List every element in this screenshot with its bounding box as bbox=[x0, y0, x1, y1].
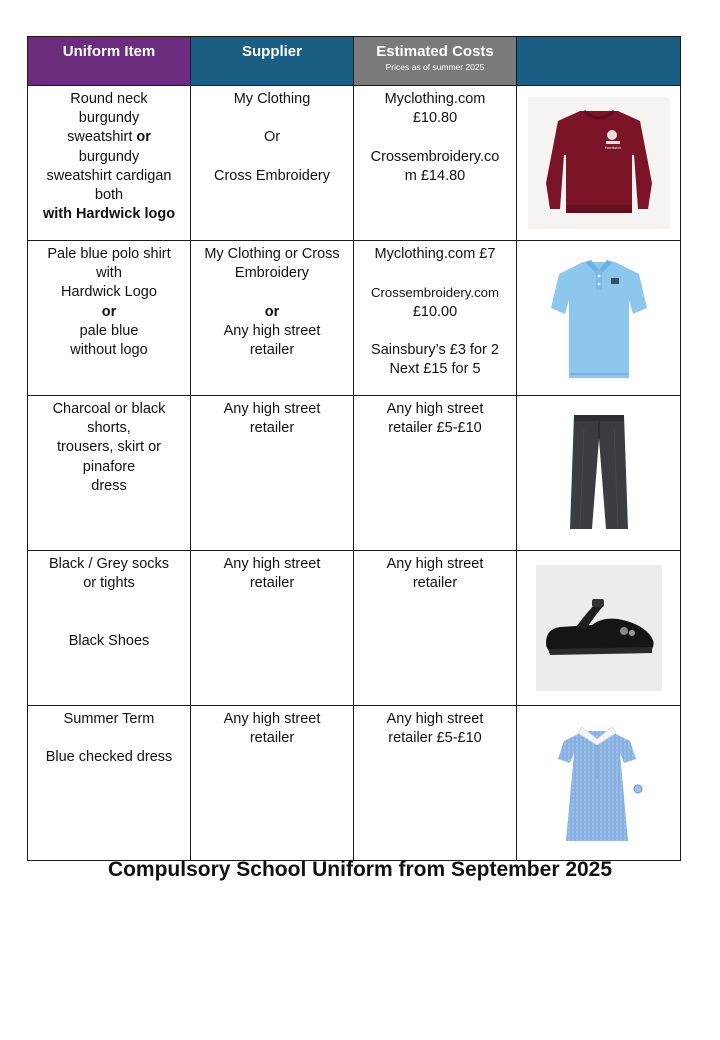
item-line bbox=[28, 593, 190, 612]
item-line: Black / Grey socks bbox=[48, 556, 170, 572]
cell-supplier bbox=[191, 396, 354, 551]
item-line: Black Shoes bbox=[68, 632, 150, 649]
cost-line: Any high street bbox=[386, 401, 484, 417]
cost-line: m £14.80 bbox=[404, 167, 466, 184]
supplier-line bbox=[191, 148, 353, 167]
item-line: with bbox=[96, 265, 122, 282]
item-line: both bbox=[94, 187, 124, 204]
cell-image bbox=[517, 241, 681, 396]
table-row bbox=[28, 86, 681, 241]
item-text: sweatshirt bbox=[67, 129, 133, 146]
table-row bbox=[28, 551, 681, 706]
supplier-line: Cross Embroidery bbox=[213, 167, 331, 184]
item-line bbox=[28, 729, 190, 748]
cell-supplier bbox=[191, 706, 354, 861]
cell-image bbox=[517, 706, 681, 861]
cost-line: Any high street bbox=[386, 556, 484, 572]
cost-line: Any high street bbox=[386, 711, 484, 727]
supplier-line: Any high street bbox=[223, 322, 321, 339]
table-row bbox=[28, 241, 681, 396]
supplier-line: Any high street bbox=[223, 401, 321, 417]
item-line: pinafore bbox=[82, 458, 136, 475]
logo-text: Hardwick bbox=[604, 145, 621, 150]
supplier-line: retailer bbox=[249, 575, 295, 592]
item-line bbox=[28, 613, 190, 632]
item-line: Summer Term bbox=[63, 711, 155, 727]
cell-uniform-item bbox=[28, 706, 191, 861]
trousers-icon bbox=[564, 409, 634, 537]
cell-supplier bbox=[191, 551, 354, 706]
cost-line: Myclothing.com bbox=[384, 91, 486, 107]
item-line: pale blue bbox=[79, 322, 139, 339]
cell-uniform-item bbox=[28, 396, 191, 551]
cell-estimated-cost bbox=[354, 396, 517, 551]
item-line: without logo bbox=[70, 342, 148, 359]
cost-line: Next £15 for 5 bbox=[389, 361, 481, 378]
checked-dress-icon bbox=[554, 717, 644, 849]
cell-uniform-item bbox=[28, 241, 191, 396]
header-estimated-costs bbox=[354, 37, 517, 86]
supplier-line: Or bbox=[263, 129, 281, 146]
table-header-row bbox=[28, 37, 681, 86]
cell-image bbox=[517, 551, 681, 706]
supplier-line-bold: or bbox=[264, 303, 280, 320]
polo-shirt-icon bbox=[549, 252, 649, 384]
cost-line: £10.80 bbox=[412, 110, 458, 127]
item-line: trousers, skirt or bbox=[57, 439, 161, 456]
item-line-inline bbox=[28, 128, 190, 147]
header-supplier: Supplier bbox=[191, 37, 354, 86]
burgundy-sweatshirt-icon bbox=[528, 97, 670, 229]
cost-line: Myclothing.com £7 bbox=[374, 246, 496, 262]
cost-line: Crossembroidery.co bbox=[370, 148, 500, 165]
black-shoe-icon bbox=[536, 565, 662, 691]
item-line: Round neck bbox=[70, 91, 148, 107]
item-line-bold: or bbox=[101, 303, 117, 320]
header-uniform-item: Uniform Item bbox=[28, 37, 191, 86]
item-line: burgundy bbox=[78, 148, 140, 165]
item-line: Pale blue polo shirt bbox=[47, 246, 171, 262]
item-line: Hardwick Logo bbox=[61, 284, 157, 301]
table-row bbox=[28, 706, 681, 861]
supplier-line: Any high street bbox=[223, 711, 321, 727]
item-line: burgundy bbox=[78, 110, 140, 127]
cost-line: retailer £5-£10 bbox=[388, 420, 482, 437]
cell-uniform-item bbox=[28, 551, 191, 706]
cell-uniform-item bbox=[28, 86, 191, 241]
cell-supplier bbox=[191, 241, 354, 396]
supplier-line bbox=[191, 109, 353, 128]
header-costs-label: Estimated Costs bbox=[376, 43, 494, 60]
cost-line: retailer bbox=[412, 575, 458, 592]
item-line: or tights bbox=[83, 575, 135, 592]
supplier-line: retailer bbox=[249, 420, 295, 437]
supplier-line: My Clothing bbox=[233, 91, 311, 107]
cost-line bbox=[354, 264, 516, 283]
supplier-line: Embroidery bbox=[234, 265, 310, 282]
cell-estimated-cost bbox=[354, 241, 517, 396]
page-title: Compulsory School Uniform from September 2025 bbox=[107, 858, 613, 881]
item-text-bold: or bbox=[136, 129, 151, 146]
cost-line: Crossembroidery.com bbox=[371, 285, 499, 301]
item-line: shorts, bbox=[87, 420, 131, 437]
cost-line bbox=[354, 128, 516, 147]
cost-line bbox=[354, 322, 516, 341]
cost-line: Sainsbury’s £3 for 2 bbox=[371, 341, 499, 358]
cell-supplier bbox=[191, 86, 354, 241]
header-costs-note: Prices as of summer 2025 bbox=[385, 62, 485, 72]
supplier-line: retailer bbox=[249, 730, 295, 747]
cell-estimated-cost bbox=[354, 551, 517, 706]
item-line: sweatshirt cardigan bbox=[46, 167, 172, 184]
cost-line: £10.00 bbox=[412, 303, 458, 320]
cell-estimated-cost bbox=[354, 706, 517, 861]
cost-line: retailer £5-£10 bbox=[388, 730, 482, 747]
item-line: dress bbox=[91, 477, 127, 494]
supplier-line: retailer bbox=[249, 342, 295, 358]
cell-image bbox=[517, 396, 681, 551]
cell-estimated-cost bbox=[354, 86, 517, 241]
cell-image bbox=[517, 86, 681, 241]
supplier-line: Any high street bbox=[223, 556, 321, 572]
supplier-line: My Clothing or Cross bbox=[204, 246, 340, 262]
table-row bbox=[28, 396, 681, 551]
item-line: Charcoal or black bbox=[52, 401, 166, 417]
supplier-line bbox=[191, 283, 353, 302]
header-image bbox=[517, 37, 681, 86]
item-line: Blue checked dress bbox=[45, 749, 173, 766]
uniform-table bbox=[27, 36, 681, 861]
item-line-bold: with Hardwick logo bbox=[42, 206, 176, 223]
